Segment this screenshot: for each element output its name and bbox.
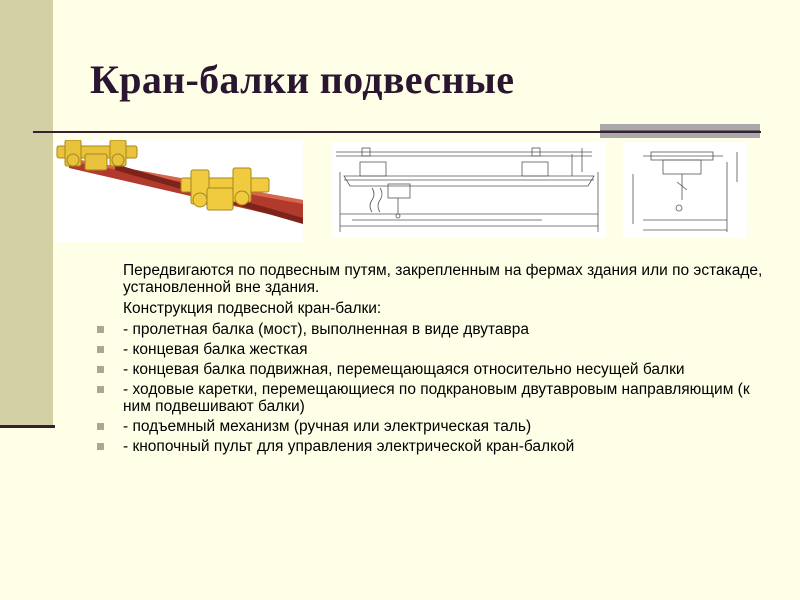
slide-title: Кран-балки подвесные xyxy=(90,57,515,102)
body-paragraph: Передвигаются по подвесным путям, закрепленным на фермах здания или по эстакаде, установленной вне здания. xyxy=(123,262,763,296)
bullet-square-icon xyxy=(97,443,104,450)
slide-body xyxy=(96,262,766,458)
bullet-square-icon xyxy=(97,326,104,333)
list-item xyxy=(96,361,766,378)
list-item xyxy=(96,321,766,338)
crane-front-drawing xyxy=(332,142,606,238)
bullet-square-icon xyxy=(97,423,104,430)
list-item-text: - кнопочный пульт для управления электрической кран-балкой xyxy=(123,438,575,455)
list-item-text: - подъемный механизм (ручная или электрическая таль) xyxy=(123,418,532,435)
list-item xyxy=(96,438,766,455)
list-item xyxy=(96,418,766,435)
title-rule xyxy=(33,131,761,133)
list-item xyxy=(96,381,766,415)
body-paragraph: Конструкция подвесной кран-балки: xyxy=(123,300,382,317)
list-item-text: - концевая балка подвижная, перемещающаяся относительно несущей балки xyxy=(123,361,685,378)
bullet-square-icon xyxy=(97,386,104,393)
crane-side-drawing xyxy=(623,142,747,238)
left-decor-bar xyxy=(0,0,53,427)
list-item-text: - пролетная балка (мост), выполненная в виде двутавра xyxy=(123,321,530,338)
list-item-text: - ходовые каретки, перемещающиеся по подкрановым двутавровым направляющим (к ним подвешивают балки) xyxy=(123,381,750,415)
left-decor-underline xyxy=(0,425,55,428)
list-item-text: - концевая балка жесткая xyxy=(123,341,308,358)
crane-photo xyxy=(55,140,303,242)
bullet-square-icon xyxy=(97,366,104,373)
bullet-square-icon xyxy=(97,346,104,353)
list-item xyxy=(96,341,766,358)
